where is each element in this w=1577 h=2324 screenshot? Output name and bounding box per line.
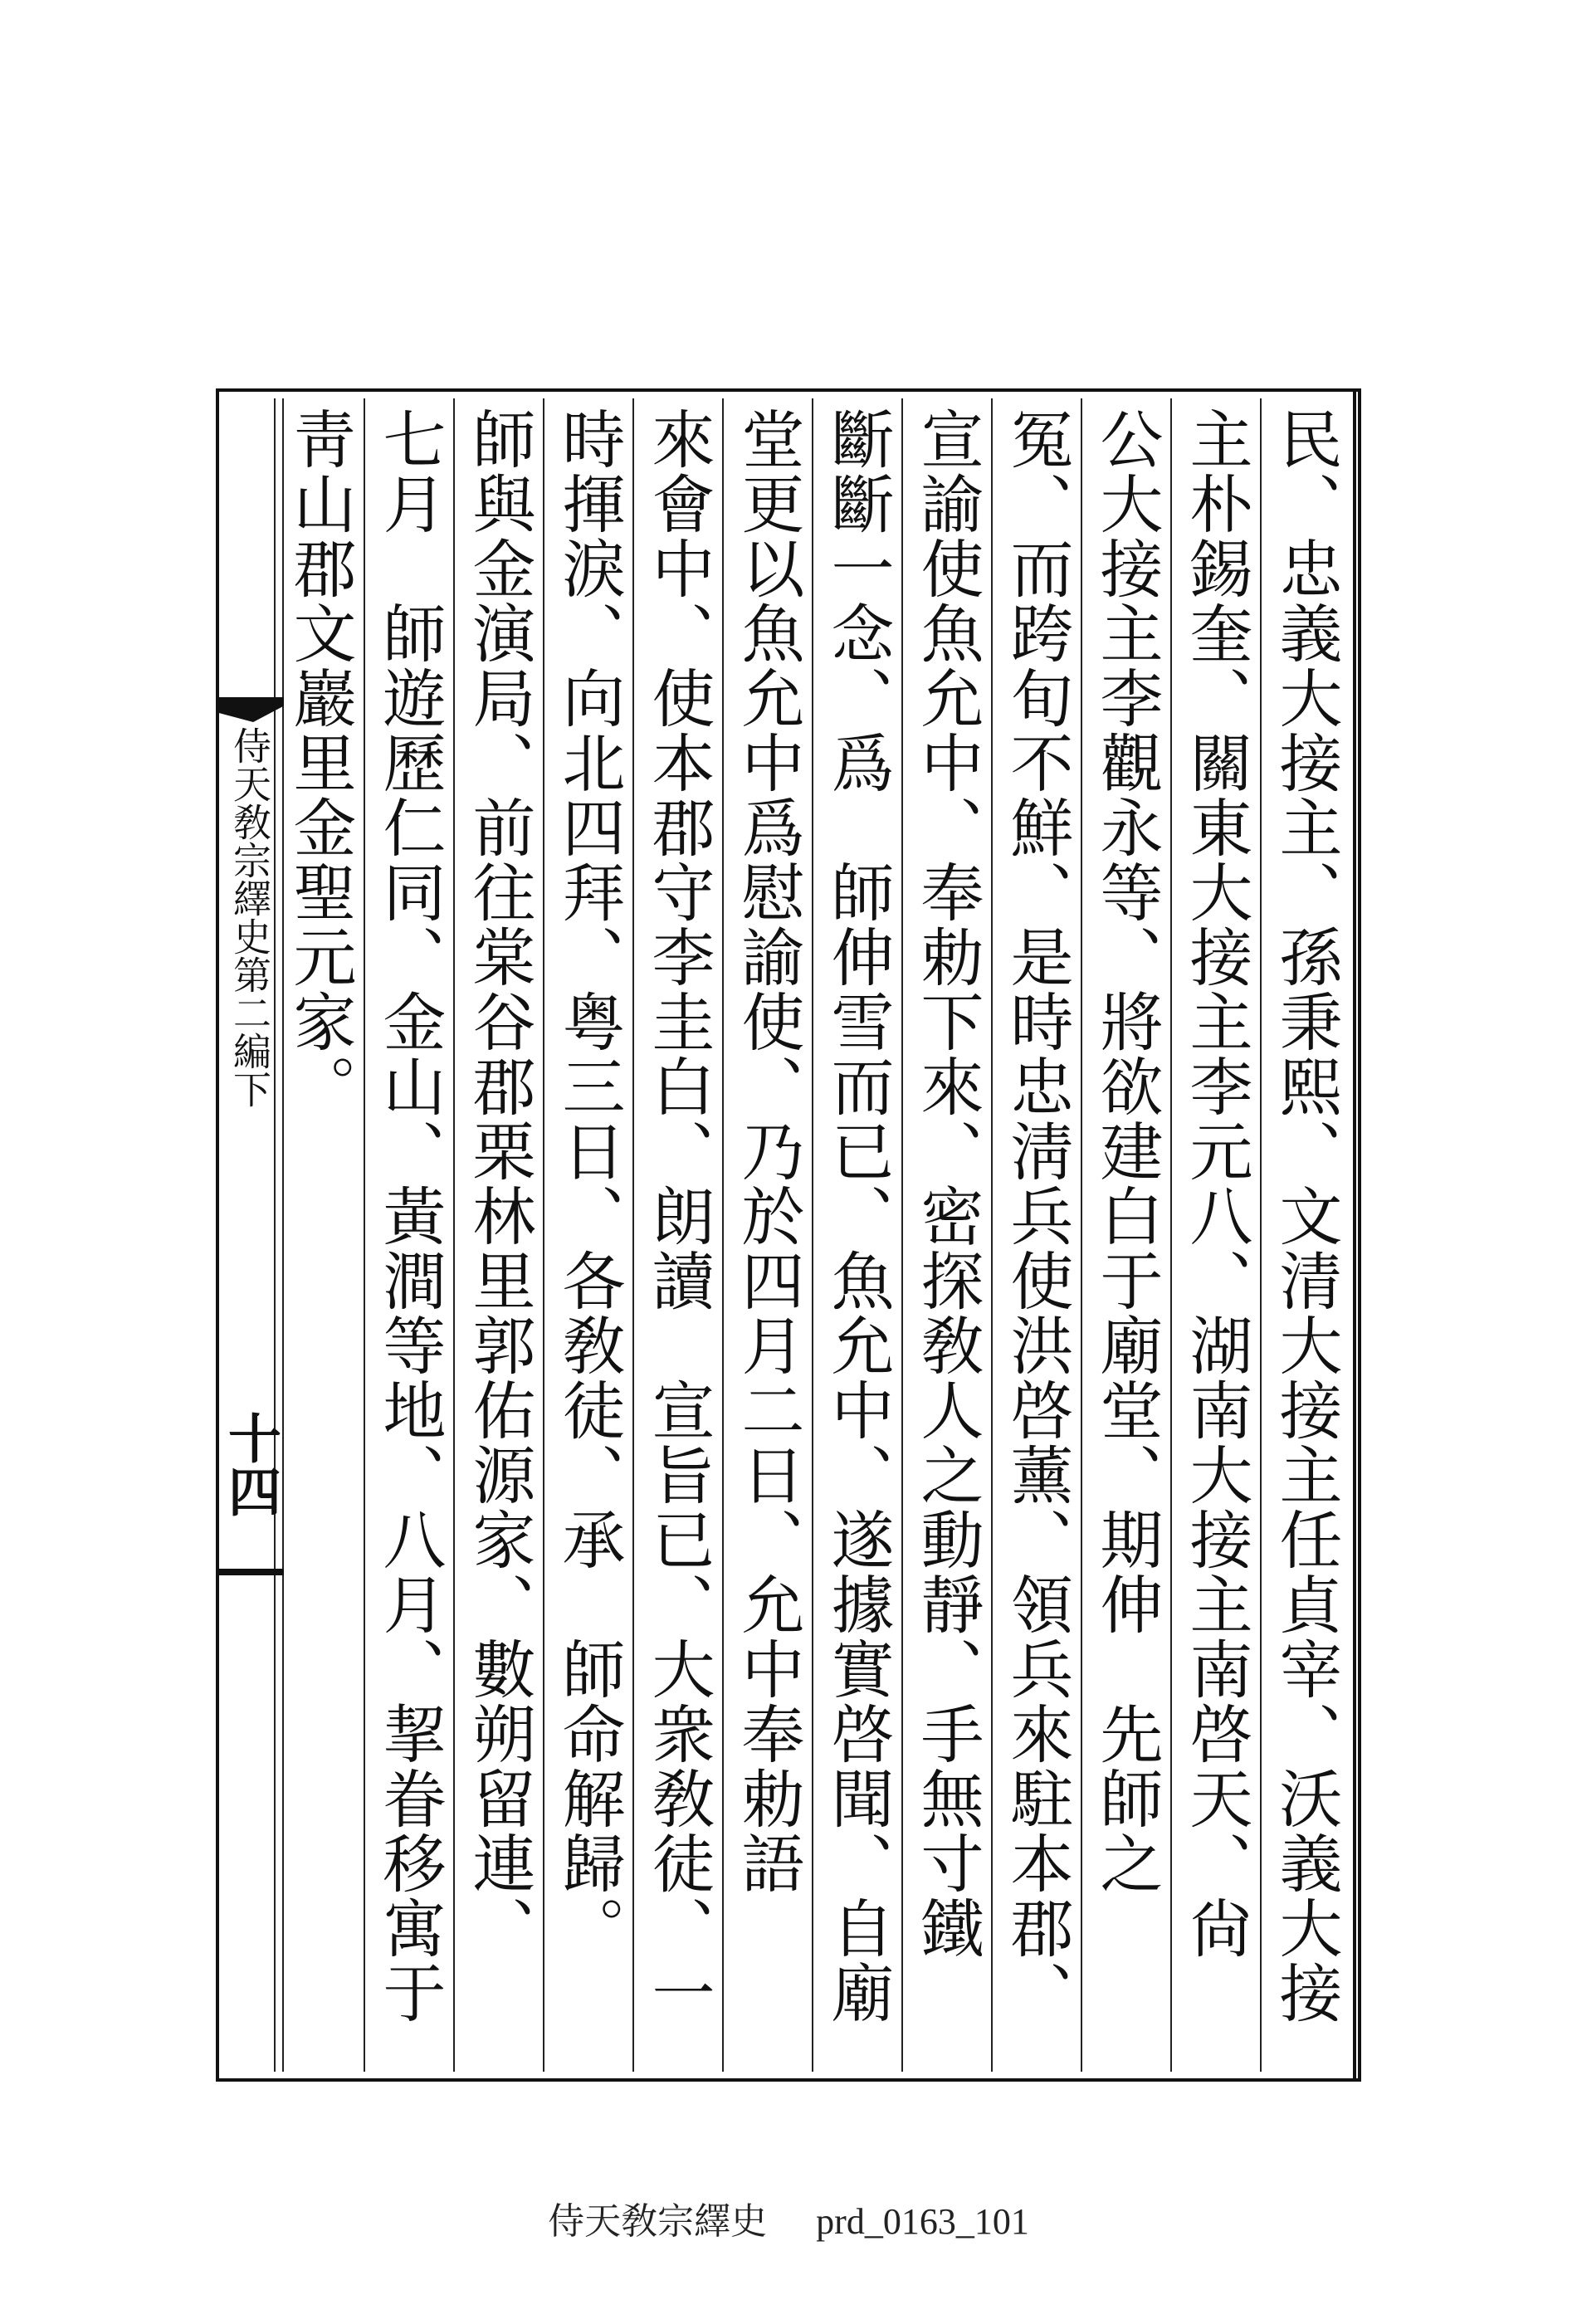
folio-rule [216,1569,284,1575]
text-column-4: 冤、而跨旬不鮮、是時忠淸兵使洪啓薰、領兵來駐本郡、 [991,398,1081,2072]
gutter-title: 侍天敎宗繹史第二編下 [227,726,272,1108]
folio-number: 十四 [219,1411,281,1517]
text-column-5: 宣諭使魚允中、奉勅下來、密探敎人之動靜、手無寸鐵 [901,398,991,2072]
text-column-6: 斷斷一念、爲 師伸雪而已、魚允中、遂據實啓聞、自廟 [812,398,901,2072]
page-frame [216,388,1361,2082]
text-column-11: 七月 師遊歷仁同、金山、黃澗等地、八月、挈眷移寓于 [364,398,453,2072]
footer-code: prd_0163_101 [816,2201,1029,2242]
outer-right-border [1353,388,1361,2082]
text-column-7: 堂更以魚允中爲慰諭使、乃於四月二日、允中奉勅語 [722,398,812,2072]
text-column-12: 靑山郡文巖里金聖元家。 [274,398,364,2072]
footer-title: 侍天敎宗繹史 [548,2201,768,2242]
text-column-1: 民、忠義大接主、孫秉熙、文清大接主任貞宰、沃義大接 [1260,398,1350,2072]
text-column-8: 來會中、使本郡守李圭白、朗讀 宣旨已、大衆敎徒、一 [632,398,722,2072]
footer [0,2191,1577,2244]
center-gutter [216,398,284,2072]
text-column-9: 時揮淚、向北四拜、粤三日、各敎徒、承 師命解歸。 [543,398,632,2072]
text-column-10: 師與金演局、前往棠谷郡栗林里郭佑源家、數朔留連、 [453,398,543,2072]
text-column-2: 主朴錫奎、關東大接主李元八、湖南大接主南啓天、尙 [1170,398,1260,2072]
fishtail-mark [216,697,284,722]
text-column-3: 公大接主李觀永等、將欲建白于廟堂、期伸 先師之 [1081,398,1170,2072]
